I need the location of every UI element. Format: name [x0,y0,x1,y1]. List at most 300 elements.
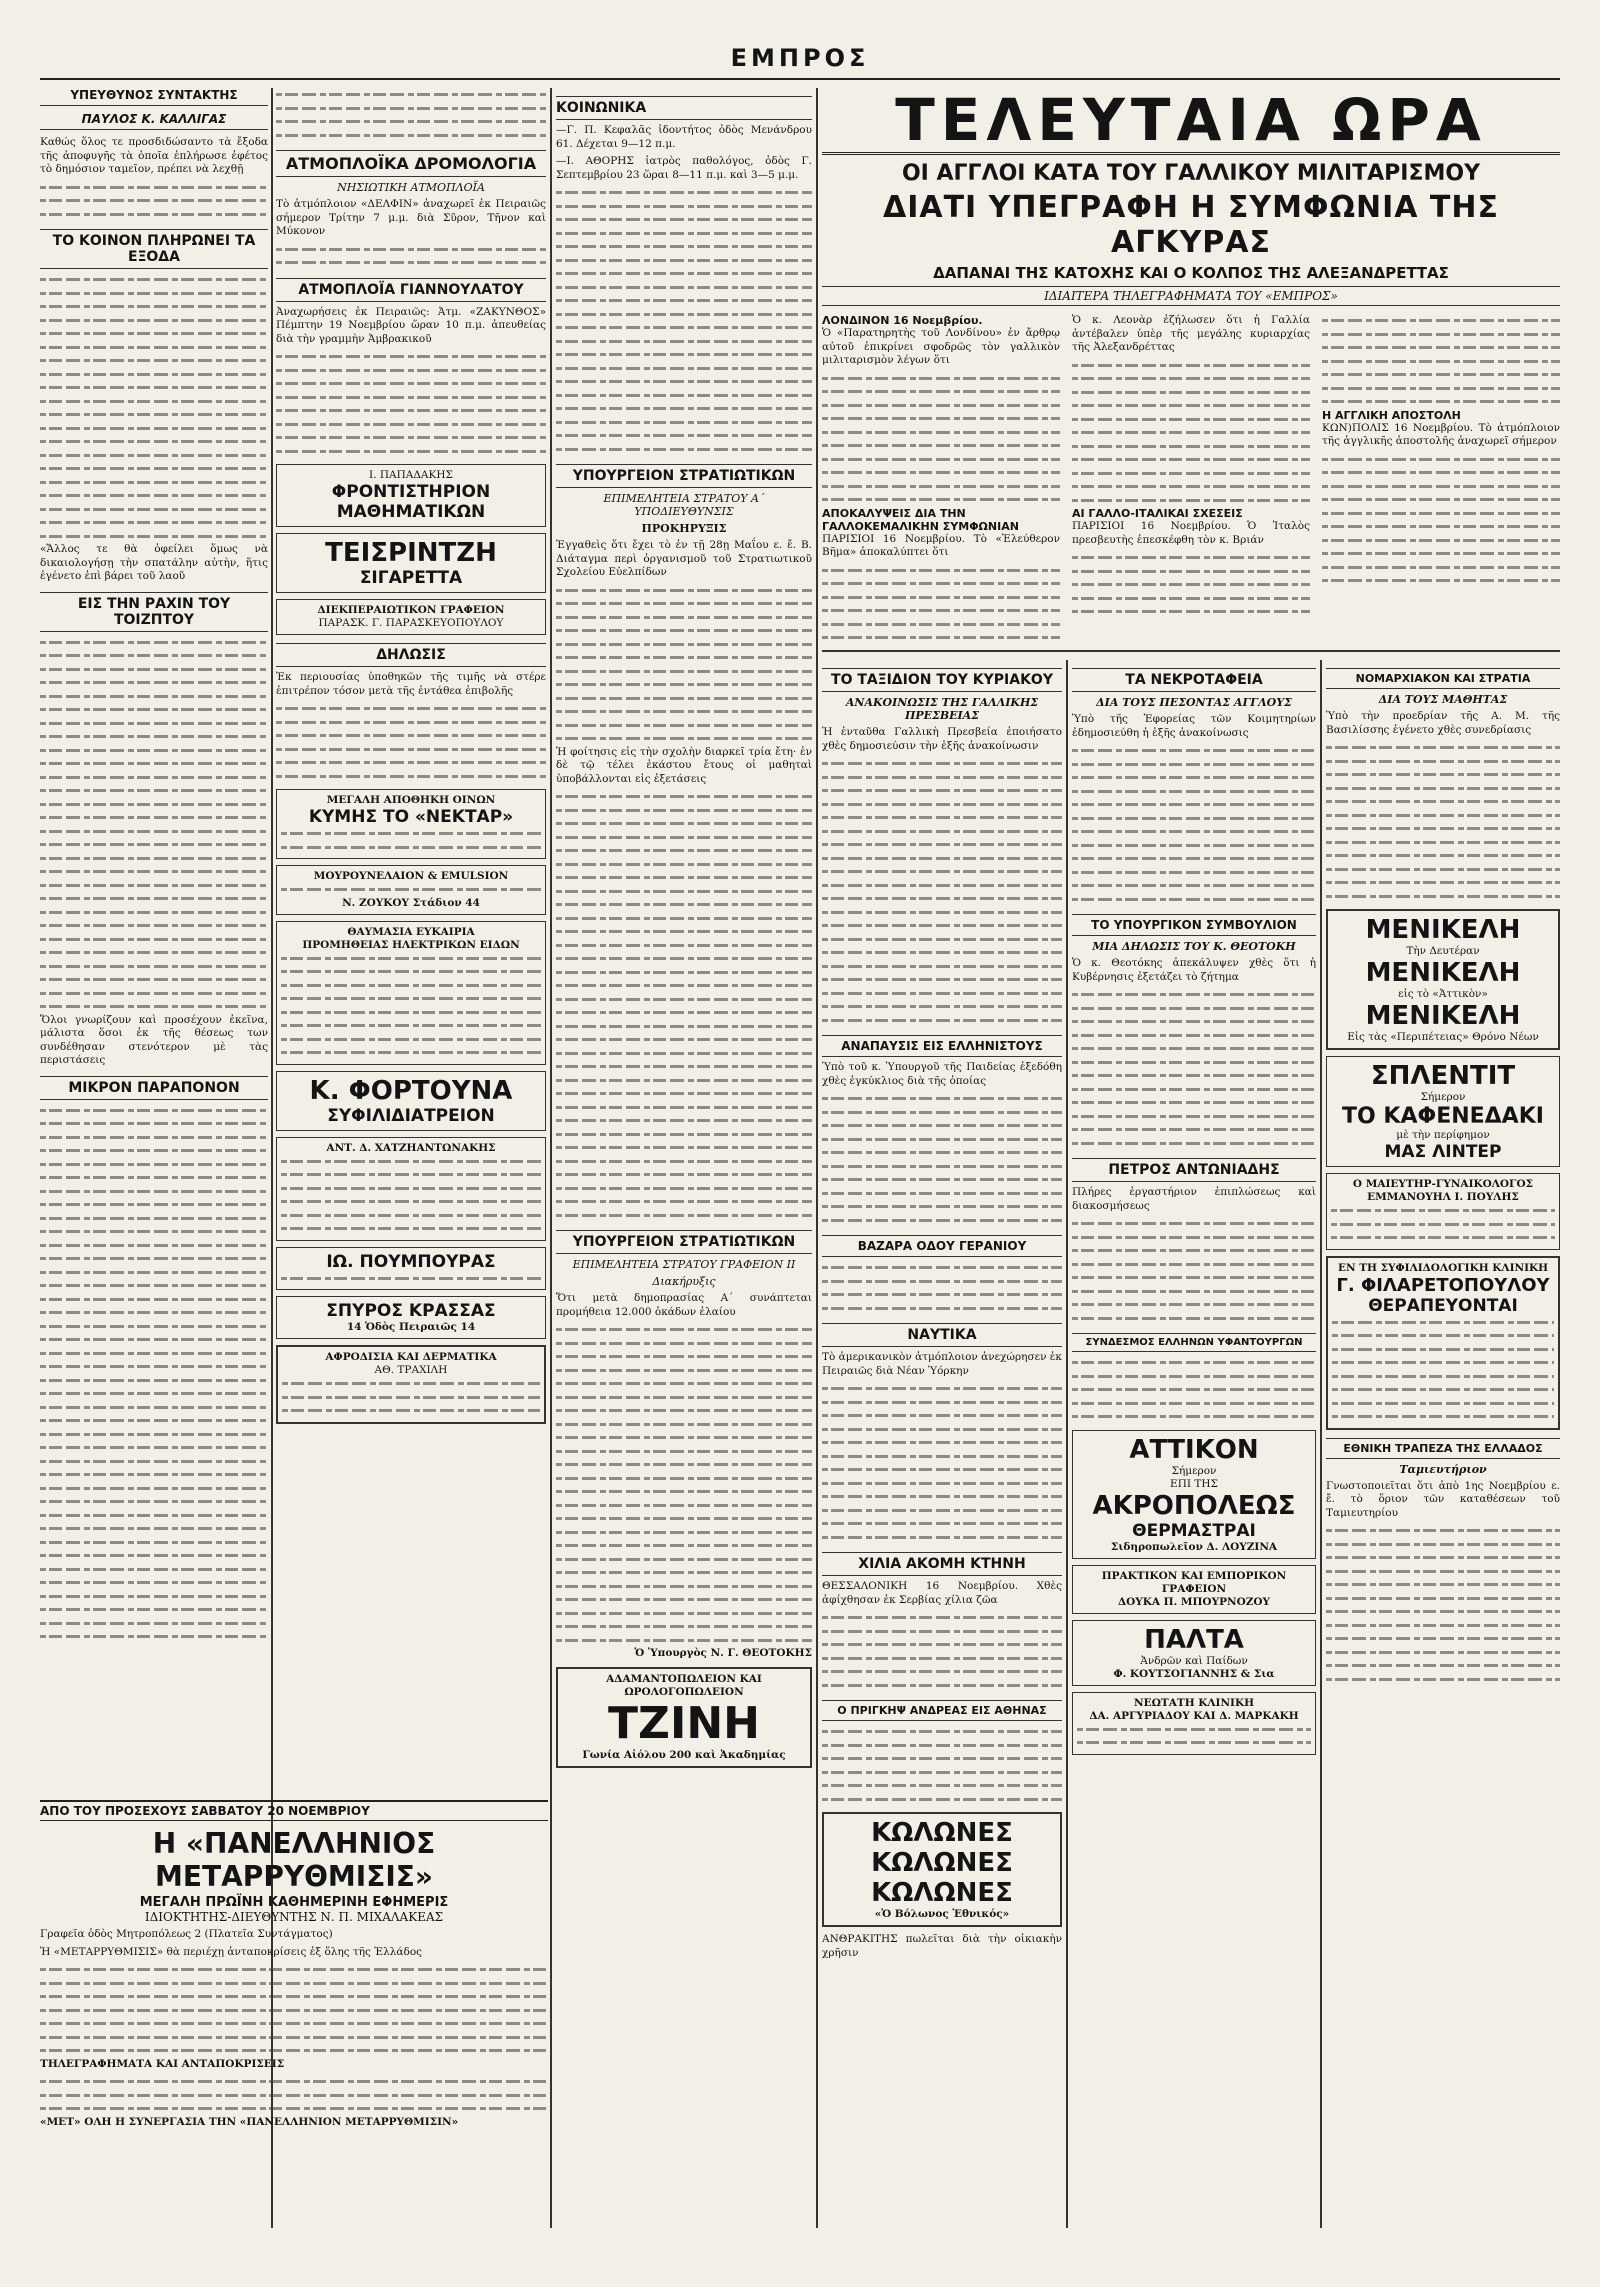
text-line [556,416,812,430]
text-line [1322,382,1560,396]
ad-subtitle: ΠΑΡΑΣΚ. Γ. ΠΑΡΑΣΚΕΥΟΠΟΥΛΟΥ [318,617,504,629]
text-line [822,1752,1062,1766]
text-line [1072,1410,1316,1424]
advertisement [1072,1430,1316,1559]
text-line [556,362,812,376]
text-line [40,946,268,960]
ad-title: ΑΦΡΟΔΙΣΙΑ ΚΑΙ ΔΕΡΜΑΤΙΚΑ [325,1351,497,1363]
text-line [556,898,812,912]
text-line [556,1047,812,1061]
text-line [556,665,812,679]
section-title: ΝΟΜΑΡΧΙΑΚΟΝ ΚΑΙ ΣΤΡΑΤΙΑ [1326,668,1560,689]
text-line [822,919,1062,933]
text-line [1077,1736,1311,1750]
text-line [1072,893,1316,907]
text-line [556,597,812,611]
text-line [1072,426,1310,440]
text-line [1072,744,1316,758]
text-line [40,1185,268,1199]
lead-column [1072,314,1310,645]
text-line [276,770,546,784]
text-line [556,443,812,457]
text-line [40,1401,268,1415]
text-line [40,1495,268,1509]
text-line [40,663,268,677]
text-line [40,341,268,355]
text-line [40,1347,268,1361]
text-line [556,1566,812,1580]
ad-title: ΜΕΓΑΛΗ ΑΠΟΘΗΚΗ ΟΙΝΩΝ [326,794,496,806]
text-line [556,1391,812,1405]
ad-title: ΜΕΝΙΚΕΛΗ [1365,1001,1521,1031]
text-line [822,453,1060,467]
section-title: ΥΠΟΥΡΓΕΙΟΝ ΣΤΡΑΤΙΩΤΙΚΩΝ [556,1230,812,1254]
column-3 [556,88,812,2218]
section-title: ΥΠΟΥΡΓΕΙΟΝ ΣΤΡΑΤΙΩΤΙΚΩΝ [556,464,812,488]
announcement-text: «ΜΕΤ» ΟΛΗ Η ΣΥΝΕΡΓΑΣΙΑ ΤΗΝ «ΠΑΝΕΛΛΗΝΙΟΝ ΜΕΤΑΡΡΥΘΜΙΣΙΝ» [40,2115,459,2128]
text-line [1326,876,1560,890]
article-text: Ὑπὸ τὴν προεδρίαν τῆς Α. Μ. τῆς Βασιλίσσης ἐγένετο χθὲς συνεδρίασις [1326,710,1560,736]
text-line [281,841,541,855]
ad-title: ΘΑΥΜΑΣΙΑ ΕΥΚΑΙΡΙΑ [347,925,475,938]
text-line [276,418,546,432]
text-line [40,690,268,704]
text-line [281,1033,541,1047]
text-line [822,852,1062,866]
text-line [40,1212,268,1226]
text-line [40,1333,268,1347]
text-line [556,375,812,389]
text-line [1322,493,1560,507]
text-line [556,1141,812,1155]
advertisement [1326,1173,1560,1250]
text-line [822,1423,1062,1437]
text-line [1326,782,1560,796]
ad-title: ΜΕΝΙΚΕΛΗ [1365,958,1521,988]
text-line [556,705,812,719]
ad-subtitle: Φ. ΚΟΥΤΣΟΓΙΑΝΝΗΣ & Σια [1113,1667,1275,1680]
text-line [556,651,812,665]
ad-subtitle: ΘΕΡΜΑΣΤΡΑΙ [1132,1520,1256,1541]
text-line [40,1306,268,1320]
text-line [1072,453,1310,467]
ad-title: ΚΩΛΩΝΕΣ [871,1848,1013,1878]
text-line [40,730,268,744]
text-line [556,611,812,625]
lead-column [1322,314,1560,645]
advertisement [1072,1692,1316,1755]
ad-title: ΠΑΛΤΑ [1144,1624,1244,1655]
lead-text: ΚΩΝ)ΠΟΛΙΣ 16 Νοεμβρίου. Τὸ ἀτμόπλοιον τῆς ἀγγλικῆς ἀποστολῆς ἀναχωρεῖ σήμερον [1322,421,1560,447]
article-text: Ὅλοι γνωρίζουν καὶ προσέχουν ἐκεῖνα, μάλιστα ὅσοι ἐκ τῆς θέσεως των συνδέθησαν στενότερον μὲ τὰς περιστάσεις [40,1013,268,1066]
text-line [556,1377,812,1391]
section-title: ΤΑ ΝΕΚΡΟΤΑΦΕΙΑ [1072,668,1316,692]
advertisement [276,533,546,593]
column-rule [1066,660,1068,2228]
text-line [40,852,268,866]
text-line [1322,341,1560,355]
text-line [556,1195,812,1209]
section-title: Ο ΠΡΙΓΚΗΨ ΑΝΔΡΕΑΣ ΕΙΣ ΑΘΗΝΑΣ [822,1700,1062,1721]
text-line [1322,466,1560,480]
text-line [822,426,1060,440]
text-line [1322,520,1560,534]
text-line [40,987,268,1001]
ad-title: Ο ΜΑΙΕΥΤΗΡ-ΓΥΝΑΙΚΟΛΟΓΟΣ [1352,1178,1534,1190]
text-line [276,391,546,405]
text-line [1072,1356,1316,1370]
text-line [1322,534,1560,548]
text-line [276,756,546,770]
article-title: ΜΙΚΡΟΝ ΠΑΡΑΠΟΝΟΝ [40,1076,268,1100]
text-line [556,1337,812,1351]
advertisement [1326,909,1560,1050]
text-line [1326,1646,1560,1660]
text-line [1072,1110,1316,1124]
text-line [556,624,812,638]
text-line [822,960,1062,974]
text-line [40,1117,268,1131]
advertisement [276,1071,546,1131]
text-line [822,1679,1062,1693]
decree-text: Ὅτι μετὰ δημοπρασίας Α΄ συνάπτεται προμήθεια 12.000 ὀκάδων ἐλαίου [556,1292,812,1318]
text-line [822,1638,1062,1652]
lead-headline-main: ΔΙΑΤΙ ΥΠΕΓΡΑΦΗ Η ΣΥΜΦΩΝΙΑ ΤΗΣ ΑΓΚΥΡΑΣ [883,190,1499,260]
text-line [40,960,268,974]
ad-subtitle: «Ὁ Βόλωνος Ἐθνικός» [874,1908,1010,1920]
schedule-text: Ἀναχωρήσεις ἐκ Πειραιῶς: Ἀτμ. «ΖΑΚΥΝΘΟΣ» Πέμπτην 19 Νοεμβρίου ὥραν 10 π.μ. ἀπευθείας διὰ τὴν γραμμὴν Ἀμβρακικοῦ [276,305,546,345]
ad-title: ΦΡΟΝΤΙΣΤΗΡΙΟΝ ΜΑΘΗΜΑΤΙΚΩΝ [331,482,491,522]
text-line [556,732,812,746]
advertisement [276,1247,546,1291]
text-line [1331,1204,1555,1218]
ad-subtitle: Σήμερον [1171,1464,1217,1477]
text-line [40,919,268,933]
text-line [40,1225,268,1239]
text-line [40,1158,268,1172]
text-line [40,1239,268,1253]
text-line [556,389,812,403]
text-line [822,1119,1062,1133]
text-line [1072,399,1310,413]
text-line [40,1000,268,1014]
text-line [40,676,268,690]
ad-subtitle: Τὴν Δευτέραν [1406,945,1480,957]
text-line [556,1155,812,1169]
text-line [822,466,1060,480]
ad-address: Γωνία Αἰόλου 200 καὶ Ἀκαδημίας [582,1748,786,1761]
text-line [556,321,812,335]
text-line [556,213,812,227]
text-line [40,449,268,463]
ad-subtitle: Ἀνδρῶν καὶ Παίδων [1140,1654,1248,1667]
ad-subtitle: Ν. ΖΟΥΚΟΥ Στάδιον 44 [342,896,480,909]
text-line [556,678,812,692]
section-title: ΝΑΥΤΙΚΑ [822,1323,1062,1347]
advertisement [276,1296,546,1339]
text-line [1072,1069,1316,1083]
text-line [822,838,1062,852]
text-line [1072,359,1310,373]
announced-paper-owner: ΙΔΙΟΚΤΗΤΗΣ-ΔΙΕΥΘΥΝΤΗΣ Ν. Π. ΜΙΧΑΛΑΚΕΑΣ [144,1910,444,1924]
text-line [556,1020,812,1034]
text-line [1072,1231,1316,1245]
text-line [40,933,268,947]
text-line [822,784,1062,798]
text-line [822,987,1062,1001]
text-line [40,717,268,731]
text-line [556,1485,812,1499]
lead-text: ΠΑΡΙΣΙΟΙ 16 Νοεμβρίου. Ὁ Ἰταλὸς πρεσβευτὴς ἐπεσκέφθη τὸν κ. Βριάν [1072,520,1310,546]
text-line [556,885,812,899]
text-line [40,1509,268,1523]
text-line [822,1739,1062,1753]
text-line [556,790,812,804]
text-line [556,952,812,966]
ad-subtitle: Σιδηροπωλεῖον Δ. ΛΟΥΖΙΝΑ [1110,1540,1278,1553]
advertisement [1326,1056,1560,1167]
text-line [40,354,268,368]
text-line [556,1323,812,1337]
text-line [40,1320,268,1334]
ad-subtitle: Εἰς τὰς «Περιπέτειας» Θρόνο Νέων [1347,1031,1539,1043]
text-line [822,1779,1062,1793]
text-line [822,1436,1062,1450]
text-line [40,1360,268,1374]
text-line [282,1391,540,1405]
text-line [1326,1551,1560,1565]
notice-text: Ἐκ περιουσίας ὑποθηκῶν τῆς τιμῆς νὰ στέρε ἐπιτρέπον τόσον μετὰ τῆς ἐντάθεα ἐπιβολῆς [276,671,546,697]
text-line [822,631,1060,645]
section-subtitle: ΠΡΟΚΗΡΥΞΙΣ [641,522,727,535]
column-rule [550,88,552,2228]
text-line [556,1593,812,1607]
text-line [822,1200,1062,1214]
text-line [1072,1015,1316,1029]
text-line [822,1490,1062,1504]
text-line [822,1092,1062,1106]
text-line [822,1409,1062,1423]
text-line [1072,1137,1316,1151]
lead-story [822,88,1560,658]
text-line [822,811,1062,825]
text-line [1072,1244,1316,1258]
text-line [1077,1723,1311,1737]
article-text: ΘΕΣΣΑΛΟΝΙΚΗ 16 Νοεμβρίου. Χθὲς ἀφίχθησαν ἐκ Σερβίας χίλια ζῶα [822,1580,1062,1606]
article-text: Ἡ ἐνταῦθα Γαλλικὴ Πρεσβεία ἐποιήσατο χθὲς δημοσιεύσιν τὴν ἑξῆς ἀνακοίνωσιν [822,726,1062,752]
dateline: ΑΠΟΚΑΛΥΨΕΙΣ ΔΙΑ ΤΗΝ ΓΑΛΛΟΚΕΜΑΛΙΚΗΝ ΣΥΜΦΩΝΙΑΝ [822,506,1019,533]
text-line [40,462,268,476]
text-line [1072,758,1316,772]
text-line [822,1625,1062,1639]
article-text: Καθώς ὅλος τε προσδιδώσαντο τὰ ἔξοδα τῆς ἀποφυγῆς τὰ ὁποῖα ἐπλήρωσε ἐφέτος τὸ δημόσιον ταμεῖον, πρέπει νὰ λεχθῇ [40,136,268,175]
text-line [822,1000,1062,1014]
text-line [40,1455,268,1469]
section-title: ΔΗΛΩΣΙΣ [276,643,546,667]
text-line [1326,1673,1560,1687]
ad-title: ΑΚΡΟΠΟΛΕΩΣ [1092,1490,1296,1521]
text-line [1326,822,1560,836]
text-line [1326,1605,1560,1619]
text-line [276,743,546,757]
article-title: ΤΟ ΚΟΙΝΟΝ ΠΛΗΡΩΝΕΙ ΤΑ ΕΞΟΔΑ [40,229,268,269]
text-line [1072,1123,1316,1137]
text-line [1322,368,1560,382]
text-line [281,979,541,993]
text-line [40,1630,268,1644]
text-line [276,702,546,716]
column-rule [816,88,818,2228]
editor-label: ΥΠΕΥΘΥΝΟΣ ΣΥΝΤΑΚΤΗΣ [40,88,268,106]
article-text: Πλήρες ἐργαστήριον ἐπιπλώσεως καὶ διακοσμήσεως [1072,1186,1316,1212]
text-line [1326,1592,1560,1606]
ad-title: ΣΠΛΕΝΤΙΤ [1370,1061,1516,1091]
text-line [1326,890,1560,904]
social-note: —Ι. ΑΘΟΡΗΣ ἰατρὸς παθολόγος, ὁδὸς Γ. Σεπτεμβρίου 23 ὥραι 8—11 π.μ. καὶ 3—5 μ.μ. [556,155,812,181]
text-line [40,1468,268,1482]
text-line [556,1634,812,1648]
ad-subtitle: ΣΥΦΙΛΙΔΙΑΤΡΕΙΟΝ [327,1105,495,1126]
text-line [822,825,1062,839]
text-line [822,399,1060,413]
advertisement [276,599,546,635]
text-line [556,294,812,308]
text-line [1326,849,1560,863]
ad-subtitle: ΚΥΜΗΣ ΤΟ «ΝΕΚΤΑΡ» [308,807,514,827]
text-line [1332,1370,1554,1384]
lead-columns [822,314,1560,645]
text-line [40,435,268,449]
article-text: Ὑπὸ τοῦ κ. Ὑπουργοῦ τῆς Παιδείας ἐξεδόθη χθὲς ἐγκύκλιος διὰ τῆς ὁποίας [822,1061,1062,1087]
section-subtitle: ΔΙΑ ΤΟΥΣ ΜΑΘΗΤΑΣ [1378,693,1508,706]
text-line [281,883,541,897]
text-line [1326,741,1560,755]
text-line [1326,755,1560,769]
text-line [1322,314,1560,328]
text-line [1332,1397,1554,1411]
text-line [822,1173,1062,1187]
text-line [556,1128,812,1142]
text-line [1326,1578,1560,1592]
text-line [1332,1383,1554,1397]
text-line [1072,1002,1316,1016]
ad-title: ΕΝ ΤΗ ΣΥΦΙΛΙΔΟΛΟΓΙΚΗ ΚΛΙΝΙΚΗ [1337,1261,1549,1274]
text-line [40,1266,268,1280]
text-line [40,287,268,301]
text-line [822,1450,1062,1464]
text-line [822,1187,1062,1201]
text-line [556,1512,812,1526]
text-line [1072,1029,1316,1043]
column-1 [40,88,268,1788]
text-line [40,784,268,798]
ad-title: ΜΕΝΙΚΕΛΗ [1365,915,1521,945]
text-line [281,1272,541,1286]
text-line [822,1382,1062,1396]
text-line [822,1133,1062,1147]
text-line [1072,605,1310,619]
text-line [822,798,1062,812]
dateline: Η ΑΓΓΛΙΚΗ ΑΠΟΣΤΟΛΗ [1322,408,1461,422]
text-line [40,892,268,906]
text-line [1322,480,1560,494]
text-line [1322,574,1560,588]
text-line [40,1131,268,1145]
text-line [1326,1632,1560,1646]
text-line [1072,565,1310,579]
advertisement [276,1345,546,1424]
text-line [40,1482,268,1496]
lead-text: ΠΑΡΙΣΙΟΙ 16 Νοεμβρίου. Τὸ «Ἐλεύθερον Βῆμα» ἀποκαλύπτει ὅτι [822,532,1060,558]
text-line [40,649,268,663]
text-line [40,1252,268,1266]
text-line [40,798,268,812]
text-line [556,267,812,281]
section-title: ΤΟ ΥΠΟΥΡΓΙΚΟΝ ΣΥΜΒΟΥΛΙΟΝ [1072,914,1316,936]
text-line [1326,795,1560,809]
column-2 [276,88,546,2218]
text-line [1322,355,1560,369]
section-title: ΣΥΝΔΕΣΜΟΣ ΕΛΛΗΝΩΝ ΥΦΑΝΤΟΥΡΓΩΝ [1072,1333,1316,1352]
text-line [40,811,268,825]
text-line [40,489,268,503]
text-line [556,871,812,885]
section-subtitle: ΔΙΑ ΤΟΥΣ ΠΕΣΟΝΤΑΣ ΑΓΓΛΟΥΣ [1096,696,1292,709]
advertisement [276,865,546,915]
text-line [822,1275,1062,1289]
text-line [556,186,812,200]
text-line [822,757,1062,771]
announced-paper-name: Η «ΠΑΝΕΛΛΗΝΙΟΣ ΜΕΤΑΡΡΥΘΜΙΣΙΣ» [152,1827,436,1893]
text-line [556,804,812,818]
decree-text: Ἡ φοίτησις εἰς τὴν σχολὴν διαρκεῖ τρία ἔτη· ἐν δὲ τῷ τέλει ἐκάστου ἔτους οἱ μαθηταὶ ὑποβάλλονται εἰς ἐξετάσεις [556,745,812,785]
article-text: Τὸ ἀμερικανικὸν ἀτμόπλοιον ἀνεχώρησεν ἐκ Πειραιῶς διὰ Νέαν Ὑόρκην [822,1351,1062,1377]
text-line [556,1114,812,1128]
text-line [822,1652,1062,1666]
text-line [1072,467,1310,481]
text-line [40,422,268,436]
text-line [556,966,812,980]
text-line [40,1549,268,1563]
text-line [822,493,1060,507]
text-line [556,1472,812,1486]
text-line [40,368,268,382]
section-subtitle: ΕΠΙΜΕΛΗΤΕΙΑ ΣΤΡΑΤΟΥ Α΄ ΥΠΟΔΙΕΥΘΥΝΣΙΣ [603,492,765,518]
text-line [40,1522,268,1536]
ad-subtitle: ΜΑΣ ΛΙΝΤΕΡ [1384,1142,1502,1162]
advertisement [276,1137,546,1241]
ad-title: ΤΟ ΚΑΦΕΝΕΔΑΚΙ [1342,1104,1544,1129]
lead-headline-sub: ΔΑΠΑΝΑΙ ΤΗΣ ΚΑΤΟΧΗΣ ΚΑΙ Ο ΚΟΛΠΟΣ ΤΗΣ ΑΛΕΞΑΝΔΡΕΤΤΑΣ [933,264,1449,282]
text-line [556,335,812,349]
text-line [40,636,268,650]
schedule-text: Τὸ ἀτμόπλοιον «ΔΕΛΦΙΝ» ἀναχωρεῖ ἐκ Πειραιῶς σήμερον Τρίτην 7 μ.μ. διὰ Σῦρον, Τῆνον καὶ Μύκονον [276,198,546,237]
text-line [1332,1356,1554,1370]
text-line [1326,1538,1560,1552]
advertisement [1072,1565,1316,1614]
text-line [40,208,268,222]
text-line [40,300,268,314]
advertisement [276,789,546,859]
section-title: ΧΙΛΙΑ ΑΚΟΜΗ ΚΤΗΝΗ [822,1552,1062,1576]
section-title: ΕΘΝΙΚΗ ΤΡΑΠΕΖΑ ΤΗΣ ΕΛΛΑΔΟΣ [1326,1438,1560,1459]
text-line [556,844,812,858]
text-line [556,1580,812,1594]
advertisement [1072,1620,1316,1686]
text-line [1072,413,1310,427]
text-line [822,892,1062,906]
text-line [1072,551,1310,565]
